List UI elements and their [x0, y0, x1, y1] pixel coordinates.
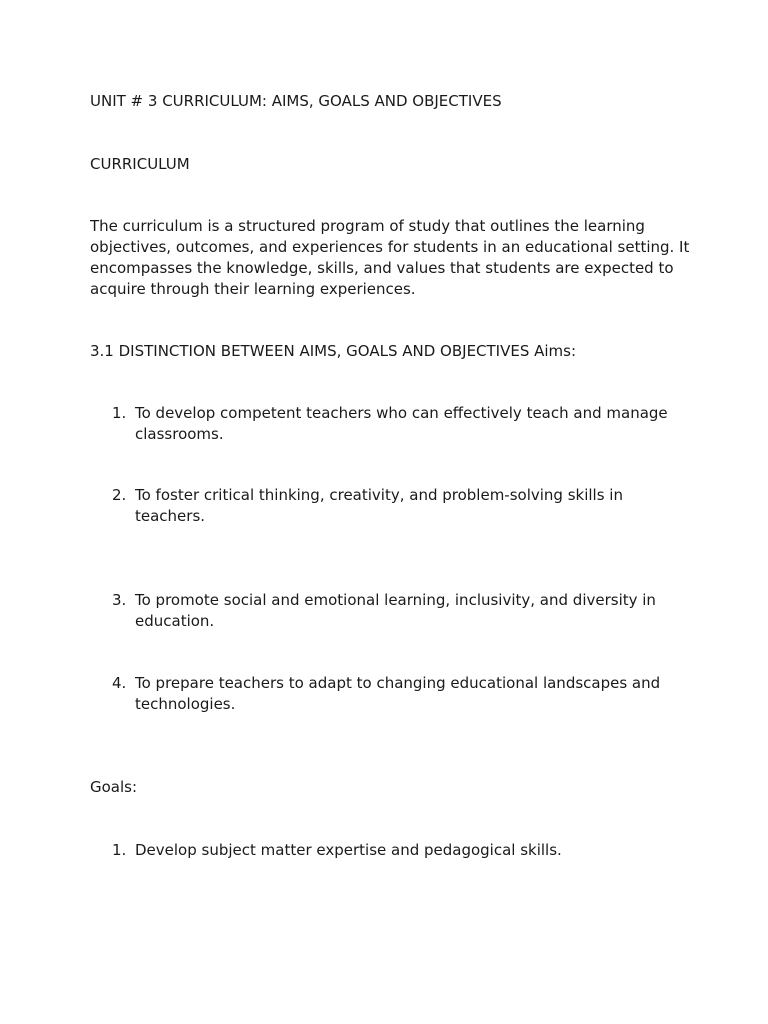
unit-title: UNIT # 3 CURRICULUM: AIMS, GOALS AND OBJECTIVES	[90, 92, 502, 110]
section-heading: CURRICULUM	[90, 155, 190, 173]
list-item-number: 3.	[112, 591, 127, 609]
list-item-number: 1.	[112, 404, 127, 422]
list-item-text: To foster critical thinking, creativity, and problem-solving skills in teachers.	[135, 486, 623, 525]
intro-paragraph: The curriculum is a structured program of study that outlines the learning objectives, outcomes, and experiences for students in an educational setting. It encompasses the knowledge, skills, and values that students are expected to acquire through their learning experiences.	[90, 217, 690, 298]
list-item-text: To prepare teachers to adapt to changing educational landscapes and technologies.	[135, 674, 661, 713]
list-item-number: 4.	[112, 674, 127, 692]
list-item-number: 2.	[112, 486, 127, 504]
list-item-text: To develop competent teachers who can effectively teach and manage classrooms.	[135, 404, 668, 443]
list-item-text: Develop subject matter expertise and pedagogical skills.	[135, 841, 562, 859]
list-item-number: 1.	[112, 841, 127, 859]
goals-heading: Goals:	[90, 778, 138, 796]
subsection-heading: 3.1 DISTINCTION BETWEEN AIMS, GOALS AND OBJECTIVES Aims:	[90, 342, 577, 360]
list-item-text: To promote social and emotional learning, inclusivity, and diversity in education.	[135, 591, 656, 630]
